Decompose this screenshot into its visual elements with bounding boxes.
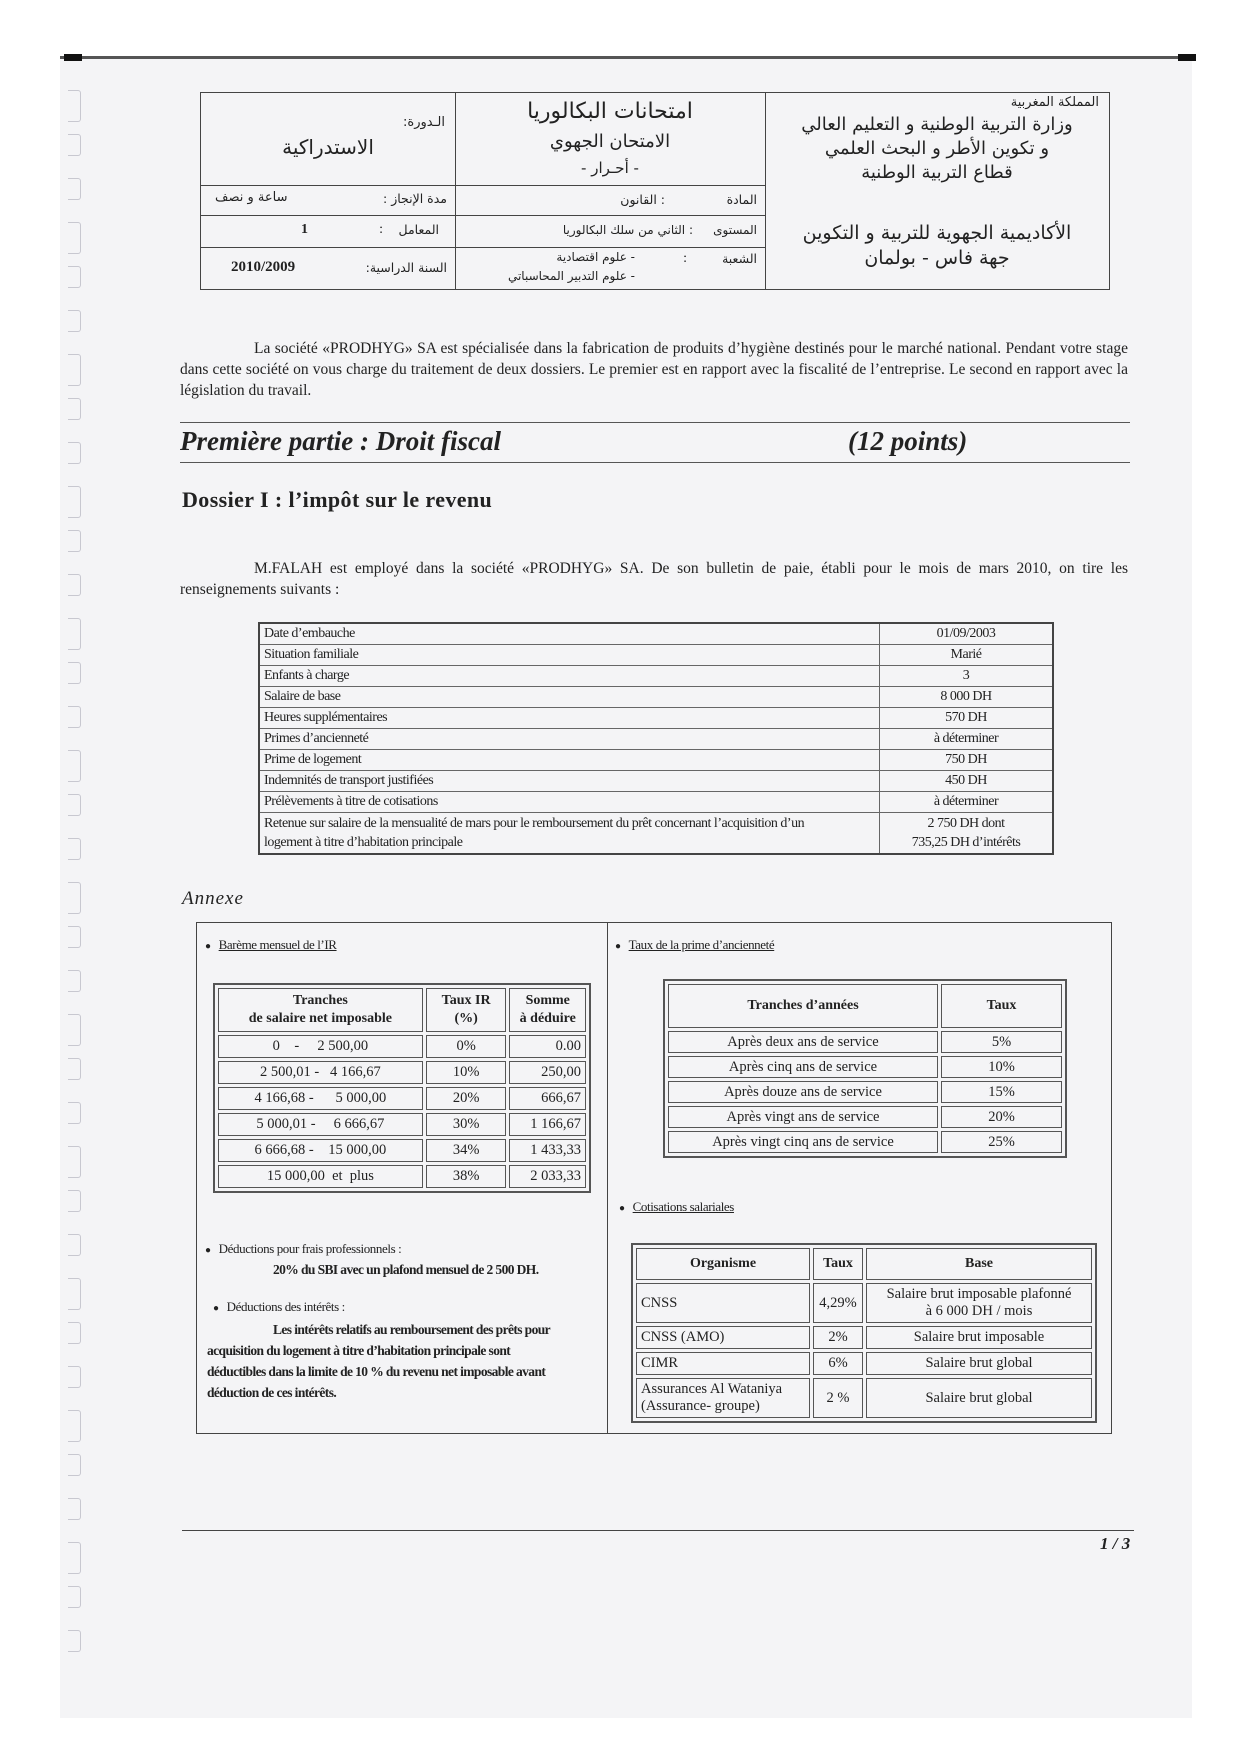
payslip-value: à déterminer xyxy=(880,792,1054,813)
coef-value: 1 xyxy=(301,222,308,237)
binding-hole xyxy=(68,530,81,552)
ir-cell-rate: 10% xyxy=(426,1061,507,1084)
interest-line-1: Les intérêts relatifs au remboursement des prêts pour xyxy=(273,1322,551,1337)
ir-header-rate-line-1: Taux IR xyxy=(441,993,491,1008)
seniority-header-row xyxy=(668,984,1062,1028)
contrib-row xyxy=(636,1283,1092,1323)
branch-row xyxy=(455,247,765,290)
binding-hole xyxy=(68,618,81,650)
payslip-label xyxy=(259,813,880,855)
dossier-intro: M.FALAH est employé dans la société «PRODHYG» SA. De son bulletin de paie, établi pour le mois de mars 2010, on tire les renseignements suivants : xyxy=(180,560,1128,598)
payslip-body xyxy=(259,623,1053,813)
coef-label: المعامل xyxy=(398,222,439,237)
interest-text xyxy=(207,1319,603,1403)
binding-hole xyxy=(68,486,81,518)
payslip-label: Situation familiale xyxy=(259,645,880,666)
ir-scale-table xyxy=(213,983,591,1193)
contrib-cell-base xyxy=(866,1352,1092,1375)
duration-value: ساعة و نصف xyxy=(215,190,288,205)
academy-line-1: الأكاديمية الجهوية للتربية و التكوين xyxy=(802,222,1072,244)
seniority-cell-years: Après douze ans de service xyxy=(668,1081,938,1103)
contrib-row xyxy=(636,1378,1092,1418)
seniority-cell-years: Après vingt cinq ans de service xyxy=(668,1131,938,1153)
binding-hole xyxy=(68,1498,81,1520)
year-value: 2010/2009 xyxy=(231,259,296,275)
ir-row xyxy=(218,1165,586,1188)
contrib-header-rate: Taux xyxy=(813,1248,863,1280)
binding-hole xyxy=(68,926,81,948)
binding-hole xyxy=(68,1586,81,1608)
seniority-bullet xyxy=(615,937,774,953)
ir-cell-rate: 38% xyxy=(426,1165,507,1188)
level-label: المستوى xyxy=(713,223,757,237)
contrib-cell-org xyxy=(636,1326,810,1349)
exam-header-table xyxy=(200,92,1110,290)
payslip-row xyxy=(259,813,1053,855)
interest-line-4: déduction de ces intérêts. xyxy=(207,1385,337,1400)
ir-header-rate xyxy=(426,988,507,1032)
binding-hole xyxy=(68,310,81,332)
payslip-value: à déterminer xyxy=(880,729,1054,750)
payslip-value: 450 DH xyxy=(880,771,1054,792)
payslip-row xyxy=(259,708,1053,729)
seniority-header-years: Tranches d’années xyxy=(668,984,938,1028)
seniority-cell-rate: 20% xyxy=(941,1106,1062,1128)
contrib-org-line: CIMR xyxy=(641,1355,679,1371)
binding-hole xyxy=(68,1058,81,1080)
contrib-cell-org xyxy=(636,1352,810,1375)
contrib-cell-base xyxy=(866,1378,1092,1418)
ir-cell-deduct: 1 166,67 xyxy=(509,1113,586,1136)
header-exam-column xyxy=(455,93,766,289)
ir-header-row xyxy=(218,988,586,1032)
ir-header-deduct xyxy=(509,988,586,1032)
year-row xyxy=(201,247,455,290)
contrib-base-line: Salaire brut imposable xyxy=(913,1329,1045,1345)
level-value: : الثاني من سلك البكالوريا xyxy=(562,223,693,237)
part-rule-bottom xyxy=(180,462,1130,463)
payslip-value: 3 xyxy=(880,666,1054,687)
academy-line-2: جهة فاس - بولمان xyxy=(864,247,1010,269)
ir-cell-bracket: 6 666,68 - 15 000,00 xyxy=(218,1139,423,1162)
scan-mark-right xyxy=(1178,54,1196,61)
payslip-label: Date d’embauche xyxy=(259,623,880,645)
session-value: الاستدراكية xyxy=(282,135,374,159)
binding-hole xyxy=(68,354,81,386)
binding-hole xyxy=(68,750,81,782)
part-points: (12 points) xyxy=(848,426,968,456)
interest-title: Déductions des intérêts : xyxy=(226,1299,345,1314)
ir-scale-title: Barème mensuel de l’IR xyxy=(218,937,337,952)
header-ministry-column xyxy=(765,93,1109,289)
binding-hole xyxy=(68,178,81,200)
payslip-value: 01/09/2003 xyxy=(880,623,1054,645)
subject-value: : القانون xyxy=(620,192,665,207)
ir-header-brackets-line-1: Tranches xyxy=(292,993,348,1008)
ir-cell-deduct: 0.00 xyxy=(509,1035,586,1058)
binding-hole xyxy=(68,1410,81,1442)
payslip-label: Prélèvements à titre de cotisations xyxy=(259,792,880,813)
binding-hole xyxy=(68,442,81,464)
binding-hole xyxy=(68,134,81,156)
ir-cell-deduct: 666,67 xyxy=(509,1087,586,1110)
payslip-value: 570 DH xyxy=(880,708,1054,729)
binding-hole xyxy=(68,1234,81,1256)
binding-hole xyxy=(68,1630,81,1652)
footer-rule xyxy=(182,1530,1134,1531)
ir-scale-bullet xyxy=(205,937,337,953)
contrib-row xyxy=(636,1352,1092,1375)
payslip-label: Enfants à charge xyxy=(259,666,880,687)
seniority-table xyxy=(663,979,1067,1158)
header-session-column xyxy=(201,93,456,289)
ir-cell-rate: 34% xyxy=(426,1139,507,1162)
contrib-title: Cotisations salariales xyxy=(632,1199,734,1214)
seniority-cell-years: Après deux ans de service xyxy=(668,1031,938,1053)
pro-fees-text: 20% du SBI avec un plafond mensuel de 2 500 DH. xyxy=(273,1262,539,1277)
branch-value-1: - علوم اقتصادية xyxy=(556,250,635,264)
branch-sep: : xyxy=(683,251,687,266)
ir-row xyxy=(218,1113,586,1136)
ir-cell-rate: 20% xyxy=(426,1087,507,1110)
contrib-org-line: Assurances Al Wataniya xyxy=(641,1381,783,1397)
contrib-cell-base xyxy=(866,1326,1092,1349)
payslip-label-line-2: logement à titre d’habitation principale xyxy=(264,835,463,850)
binding-hole xyxy=(68,222,81,254)
duration-row xyxy=(201,185,455,216)
subject-label: المادة xyxy=(726,192,757,207)
coef-row xyxy=(201,215,455,248)
part-rule-top xyxy=(180,422,1130,423)
contrib-cell-base xyxy=(866,1283,1092,1323)
duration-label: مدة الإنجاز : xyxy=(383,191,447,206)
contrib-header-org: Organisme xyxy=(636,1248,810,1280)
payslip-row xyxy=(259,623,1053,645)
contrib-table xyxy=(631,1243,1097,1423)
seniority-cell-years: Après vingt ans de service xyxy=(668,1106,938,1128)
exam-subtitle: الامتحان الجهوي xyxy=(549,131,671,152)
pro-fees-title: Déductions pour frais professionnels : xyxy=(218,1241,402,1256)
scan-top-edge xyxy=(60,56,1192,59)
seniority-row xyxy=(668,1031,1062,1053)
binding-hole xyxy=(68,1454,81,1476)
payslip-value-line-1: 2 750 DH dont xyxy=(927,816,1005,831)
binding-hole xyxy=(68,1366,81,1388)
seniority-cell-rate: 25% xyxy=(941,1131,1062,1153)
level-row xyxy=(455,215,765,248)
ir-cell-rate: 30% xyxy=(426,1113,507,1136)
payslip-label: Indemnités de transport justifiées xyxy=(259,771,880,792)
pro-fees-bullet xyxy=(205,1241,401,1257)
ir-header-deduct-line-2: à déduire xyxy=(519,1011,576,1026)
intro-paragraph: La société «PRODHYG» SA est spécialisée dans la fabrication de produits d’hygiène destinés pour le marché national. Pendant votre stage dans cette société on vous charge du traitement de deux dossiers. Le premier est en rapport avec la fiscalité de l’entreprise. Le second en rapport avec la législation du travail. xyxy=(180,340,1128,399)
contrib-cell-org xyxy=(636,1378,810,1418)
subject-row xyxy=(455,185,765,216)
coef-sep: : xyxy=(379,222,383,237)
contrib-row xyxy=(636,1326,1092,1349)
binding-hole xyxy=(68,266,81,288)
interest-line-3: déductibles dans la limite de 10 % du revenu net imposable avant xyxy=(207,1364,546,1379)
binding-hole xyxy=(68,1542,81,1574)
annexe-box xyxy=(196,922,1112,1434)
ir-cell-bracket: 0 - 2 500,00 xyxy=(218,1035,423,1058)
ir-cell-rate: 0% xyxy=(426,1035,507,1058)
ir-row xyxy=(218,1035,586,1058)
ir-row xyxy=(218,1139,586,1162)
seniority-row xyxy=(668,1056,1062,1078)
annexe-title: Annexe xyxy=(182,888,244,909)
contrib-org-line: CNSS xyxy=(641,1294,678,1311)
ir-row xyxy=(218,1087,586,1110)
seniority-row xyxy=(668,1081,1062,1103)
part-heading xyxy=(180,426,1130,457)
branch-label: الشعبة xyxy=(722,251,757,266)
seniority-title: Taux de la prime d’ancienneté xyxy=(628,937,775,952)
binding-hole xyxy=(68,882,81,914)
page-number: 1 / 3 xyxy=(1100,1534,1131,1553)
payslip-row xyxy=(259,750,1053,771)
session-label: الـدورة: xyxy=(403,115,445,130)
ir-cell-deduct: 250,00 xyxy=(509,1061,586,1084)
contrib-base-line: Salaire brut global xyxy=(925,1355,1033,1371)
binding-hole xyxy=(68,970,81,992)
binding-hole xyxy=(68,1102,81,1124)
ir-cell-bracket: 4 166,68 - 5 000,00 xyxy=(218,1087,423,1110)
binding-hole xyxy=(68,662,81,684)
binding-hole xyxy=(68,706,81,728)
binding-hole xyxy=(68,1014,81,1046)
ministry-line-1: وزارة التربية الوطنية و التعليم العالي xyxy=(801,114,1073,135)
payslip-row xyxy=(259,792,1053,813)
payslip-value-line-2: 735,25 DH d’intérêts xyxy=(911,835,1021,850)
payslip-value: 8 000 DH xyxy=(880,687,1054,708)
binding-hole xyxy=(68,90,81,122)
binding-hole xyxy=(68,1190,81,1212)
contrib-bullet xyxy=(619,1199,734,1215)
contrib-base-line: à 6 000 DH / mois xyxy=(925,1303,1033,1319)
part-title: Première partie : Droit fiscal xyxy=(180,426,501,456)
annexe-divider xyxy=(607,923,608,1433)
ir-header-rate-line-2: (%) xyxy=(454,1011,478,1026)
seniority-row xyxy=(668,1106,1062,1128)
payslip-row xyxy=(259,771,1053,792)
interest-bullet xyxy=(213,1299,345,1315)
exam-title: امتحانات البكالوريا xyxy=(527,99,693,124)
ir-header-deduct-line-1: Somme xyxy=(525,993,570,1008)
binding-hole xyxy=(68,398,81,420)
binding-hole xyxy=(68,1322,81,1344)
binding-hole xyxy=(68,1146,81,1178)
binding-hole xyxy=(68,838,81,860)
binding-hole xyxy=(68,1278,81,1310)
binding-hole xyxy=(68,574,81,596)
payslip-label: Primes d’ancienneté xyxy=(259,729,880,750)
contrib-org-line: CNSS (AMO) xyxy=(641,1329,725,1345)
payslip-table xyxy=(258,622,1054,855)
ir-cell-deduct: 1 433,33 xyxy=(509,1139,586,1162)
contrib-org-line: (Assurance- groupe) xyxy=(641,1398,760,1414)
ministry-line-3: قطاع التربية الوطنية xyxy=(861,162,1013,183)
dossier-title: Dossier I : l’impôt sur le revenu xyxy=(182,487,493,512)
year-label: السنة الدراسية: xyxy=(365,260,447,275)
contrib-base-line: Salaire brut imposable plafonné xyxy=(886,1286,1072,1302)
payslip-row xyxy=(259,666,1053,687)
contrib-cell-org xyxy=(636,1283,810,1323)
ir-header-brackets xyxy=(218,988,423,1032)
scan-mark-left xyxy=(64,54,82,61)
payslip-row xyxy=(259,729,1053,750)
ir-cell-bracket: 5 000,01 - 6 666,67 xyxy=(218,1113,423,1136)
ir-header-brackets-line-2: de salaire net imposable xyxy=(248,1011,393,1026)
payslip-label: Salaire de base xyxy=(259,687,880,708)
contrib-base-line: Salaire brut global xyxy=(925,1389,1033,1406)
exam-candidates: - أحـرار - xyxy=(581,159,639,177)
seniority-row xyxy=(668,1131,1062,1153)
kingdom-label: المملكة المغربية xyxy=(1010,95,1099,110)
contrib-header-row xyxy=(636,1248,1092,1280)
binding-hole xyxy=(68,794,81,816)
contrib-header-base: Base xyxy=(866,1248,1092,1280)
payslip-value xyxy=(880,813,1054,855)
payslip-value: 750 DH xyxy=(880,750,1054,771)
seniority-header-rate: Taux xyxy=(941,984,1062,1028)
ministry-line-2: و تكوين الأطر و البحث العلمي xyxy=(824,138,1050,159)
contrib-cell-rate: 4,29% xyxy=(813,1283,863,1323)
payslip-label-line-1: Retenue sur salaire de la mensualité de mars pour le remboursement du prêt concernant l’acquisition d’un xyxy=(264,816,805,831)
contrib-cell-rate: 6% xyxy=(813,1352,863,1375)
ir-cell-deduct: 2 033,33 xyxy=(509,1165,586,1188)
seniority-cell-rate: 15% xyxy=(941,1081,1062,1103)
payslip-label: Prime de logement xyxy=(259,750,880,771)
seniority-cell-years: Après cinq ans de service xyxy=(668,1056,938,1078)
payslip-value: Marié xyxy=(880,645,1054,666)
payslip-row xyxy=(259,645,1053,666)
contrib-cell-rate: 2 % xyxy=(813,1378,863,1418)
ir-cell-bracket: 2 500,01 - 4 166,67 xyxy=(218,1061,423,1084)
contrib-cell-rate: 2% xyxy=(813,1326,863,1349)
branch-value-2: - علوم التدبير المحاسباتي xyxy=(507,269,635,283)
payslip-row xyxy=(259,687,1053,708)
seniority-cell-rate: 5% xyxy=(941,1031,1062,1053)
payslip-label: Heures supplémentaires xyxy=(259,708,880,729)
ir-row xyxy=(218,1061,586,1084)
seniority-cell-rate: 10% xyxy=(941,1056,1062,1078)
ir-cell-bracket: 15 000,00 et plus xyxy=(218,1165,423,1188)
interest-line-2: acquisition du logement à titre d’habitation principale sont xyxy=(207,1343,511,1358)
